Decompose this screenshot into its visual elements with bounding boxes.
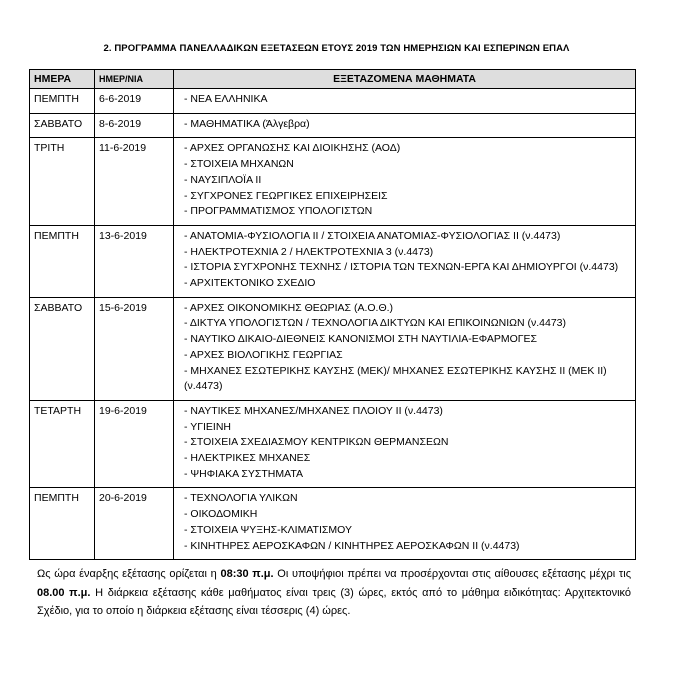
table-row [30,113,636,138]
subject-item: - ΑΝΑΤΟΜΙΑ-ΦΥΣΙΟΛΟΓΙΑ ΙΙ / ΣΤΟΙΧΕΙΑ ΑΝΑΤΟΜΙΑΣ-ΦΥΣΙΟΛΟΓΙΑΣ ΙΙ (ν.4473) [184,229,561,242]
exam-subjects [174,297,636,400]
subject-item: - ΝΑΥΤΙΚΕΣ ΜΗΧΑΝΕΣ/ΜΗΧΑΝΕΣ ΠΛΟΙΟΥ ΙΙ (ν.4473) [184,404,443,417]
subject-item: - ΝΕΑ ΕΛΛΗΝΙΚΑ [184,93,268,105]
subject-item: - ΑΡΧΙΤΕΚΤΟΝΙΚΟ ΣΧΕΔΙΟ [184,277,316,290]
table-row [30,488,636,560]
exam-day: ΣΑΒΒΑΤΟ [30,113,95,138]
table-row [30,400,636,488]
subject-item: - ΗΛΕΚΤΡΟΤΕΧΝΙΑ 2 / ΗΛΕΚΤΡΟΤΕΧΝΙΑ 3 (ν.4473) [184,245,434,258]
exam-day: ΤΕΤΑΡΤΗ [30,400,95,488]
exam-subjects [174,225,636,297]
subject-item: - ΟΙΚΟΔΟΜΙΚΗ [184,508,258,521]
table-row [30,225,636,297]
exam-day: ΠΕΜΠΤΗ [30,225,95,297]
exam-date: 20-6-2019 [95,488,174,560]
exam-day: ΣΑΒΒΑΤΟ [30,297,95,400]
exam-date: 6-6-2019 [95,89,174,114]
subject-item: - ΥΓΙΕΙΝΗ [184,420,232,433]
note-text-2: Οι υποψήφιοι πρέπει να προσέρχονται στις αίθουσες εξέτασης μέχρι τις [273,568,631,580]
note-arrival-time: 08.00 π.μ. [37,586,91,599]
document-title: 2. ΠΡΟΓΡΑΜΜΑ ΠΑΝΕΛΛΑΔΙΚΩΝ ΕΞΕΤΑΣΕΩΝ ΕΤΟΥΣ 2019 ΤΩΝ ΗΜΕΡΗΣΙΩΝ ΚΑΙ ΕΣΠΕΡΙΝΩΝ ΕΠΑΛ [103,43,570,54]
subject-item: - ΑΡΧΕΣ ΟΙΚΟΝΟΜΙΚΗΣ ΘΕΩΡΙΑΣ (Α.Ο.Θ.) [184,301,394,314]
subject-item: - ΔΙΚΤΥΑ ΥΠΟΛΟΓΙΣΤΩΝ / ΤΕΧΝΟΛΟΓΙΑ ΔΙΚΤΥΩΝ ΚΑΙ ΕΠΙΚΟΙΝΩΝΙΩΝ (ν.4473) [184,317,567,330]
exam-subjects [174,138,636,226]
header-subjects: ΕΞΕΤΑΖΟΜΕΝΑ ΜΑΘΗΜΑΤΑ [174,70,636,89]
exam-date: 15-6-2019 [95,297,174,400]
exam-subjects [174,488,636,560]
subject-item: - ΣΤΟΙΧΕΙΑ ΜΗΧΑΝΩΝ [184,158,294,171]
subject-item: - ΨΗΦΙΑΚΑ ΣΥΣΤΗΜΑΤΑ [184,467,304,480]
note-text-3: Η διάρκεια εξέτασης κάθε μαθήματος είναι τρεις (3) ώρες, εκτός από το μάθημα ειδικότητας: Αρχιτεκτονικό Σχέδιο, για το οποίο η διάρκεια εξέτασης είναι τέσσερις (4) ώρες. [37,586,631,617]
exam-subjects [174,89,636,114]
subject-item: - ΑΡΧΕΣ ΟΡΓΑΝΩΣΗΣ ΚΑΙ ΔΙΟΙΚΗΣΗΣ (ΑΟΔ) [184,142,401,155]
exam-date: 11-6-2019 [95,138,174,226]
exam-date: 13-6-2019 [95,225,174,297]
note-start-time: 08:30 π.μ. [220,568,274,580]
subject-item: - ΝΑΥΤΙΚΟ ΔΙΚΑΙΟ-ΔΙΕΘΝΕΙΣ ΚΑΝΟΝΙΣΜΟΙ ΣΤΗ ΝΑΥΤΙΛΙΑ-ΕΦΑΡΜΟΓΕΣ [184,333,538,346]
subject-item: - ΝΑΥΣΙΠΛΟΪΑ ΙΙ [184,173,262,186]
exam-day: ΠΕΜΠΤΗ [30,488,95,560]
header-day: ΗΜΕΡΑ [30,70,95,89]
subject-item: - ΠΡΟΓΡΑΜΜΑΤΙΣΜΟΣ ΥΠΟΛΟΓΙΣΤΩΝ [184,205,373,218]
subject-item: - ΣΤΟΙΧΕΙΑ ΨΥΞΗΣ-ΚΛΙΜΑΤΙΣΜΟΥ [184,523,352,536]
subject-item: - ΚΙΝΗΤΗΡΕΣ ΑΕΡΟΣΚΑΦΩΝ / ΚΙΝΗΤΗΡΕΣ ΑΕΡΟΣΚΑΦΩΝ ΙΙ (ν.4473) [184,539,520,552]
table-row [30,297,636,400]
table-row [30,89,636,114]
table-body [30,89,636,560]
exam-subjects [174,400,636,488]
header-date: ΗΜΕΡ/ΝΙΑ [95,70,174,89]
subject-item: - ΜΗΧΑΝΕΣ ΕΣΩΤΕΡΙΚΗΣ ΚΑΥΣΗΣ (ΜΕΚ)/ ΜΗΧΑΝΕΣ ΕΣΩΤΕΡΙΚΗΣ ΚΑΥΣΗΣ ΙΙ (ΜΕΚ ΙΙ) (ν.4473) [184,364,607,393]
exam-day: ΠΕΜΠΤΗ [30,89,95,114]
subject-item: - ΣΥΓΧΡΟΝΕΣ ΓΕΩΡΓΙΚΕΣ ΕΠΙΧΕΙΡΗΣΕΙΣ [184,189,388,202]
table-row [30,138,636,226]
table-header-row [30,70,636,89]
exam-date: 8-6-2019 [95,113,174,138]
exam-day: ΤΡΙΤΗ [30,138,95,226]
subject-item: - ΜΑΘΗΜΑΤΙΚΑ (Άλγεβρα) [184,117,310,130]
note-text-1: Ως ώρα έναρξης εξέτασης ορίζεται η [37,568,221,580]
subject-item: - ΣΤΟΙΧΕΙΑ ΣΧΕΔΙΑΣΜΟΥ ΚΕΝΤΡΙΚΩΝ ΘΕΡΜΑΝΣΕΩΝ [184,436,449,449]
exam-subjects [174,113,636,138]
exam-date: 19-6-2019 [95,400,174,488]
exam-time-note [37,565,631,621]
exam-schedule-table [29,69,636,560]
subject-item: - ΙΣΤΟΡΙΑ ΣΥΓΧΡΟΝΗΣ ΤΕΧΝΗΣ / ΙΣΤΟΡΙΑ ΤΩΝ ΤΕΧΝΩΝ-ΕΡΓΑ ΚΑΙ ΔΗΜΙΟΥΡΓΟΙ (ν.4473) [184,261,619,274]
subject-item: - ΑΡΧΕΣ ΒΙΟΛΟΓΙΚΗΣ ΓΕΩΡΓΙΑΣ [184,348,343,361]
subject-item: - ΤΕΧΝΟΛΟΓΙΑ ΥΛΙΚΩΝ [184,492,298,505]
subject-item: - ΗΛΕΚΤΡΙΚΕΣ ΜΗΧΑΝΕΣ [184,452,311,465]
